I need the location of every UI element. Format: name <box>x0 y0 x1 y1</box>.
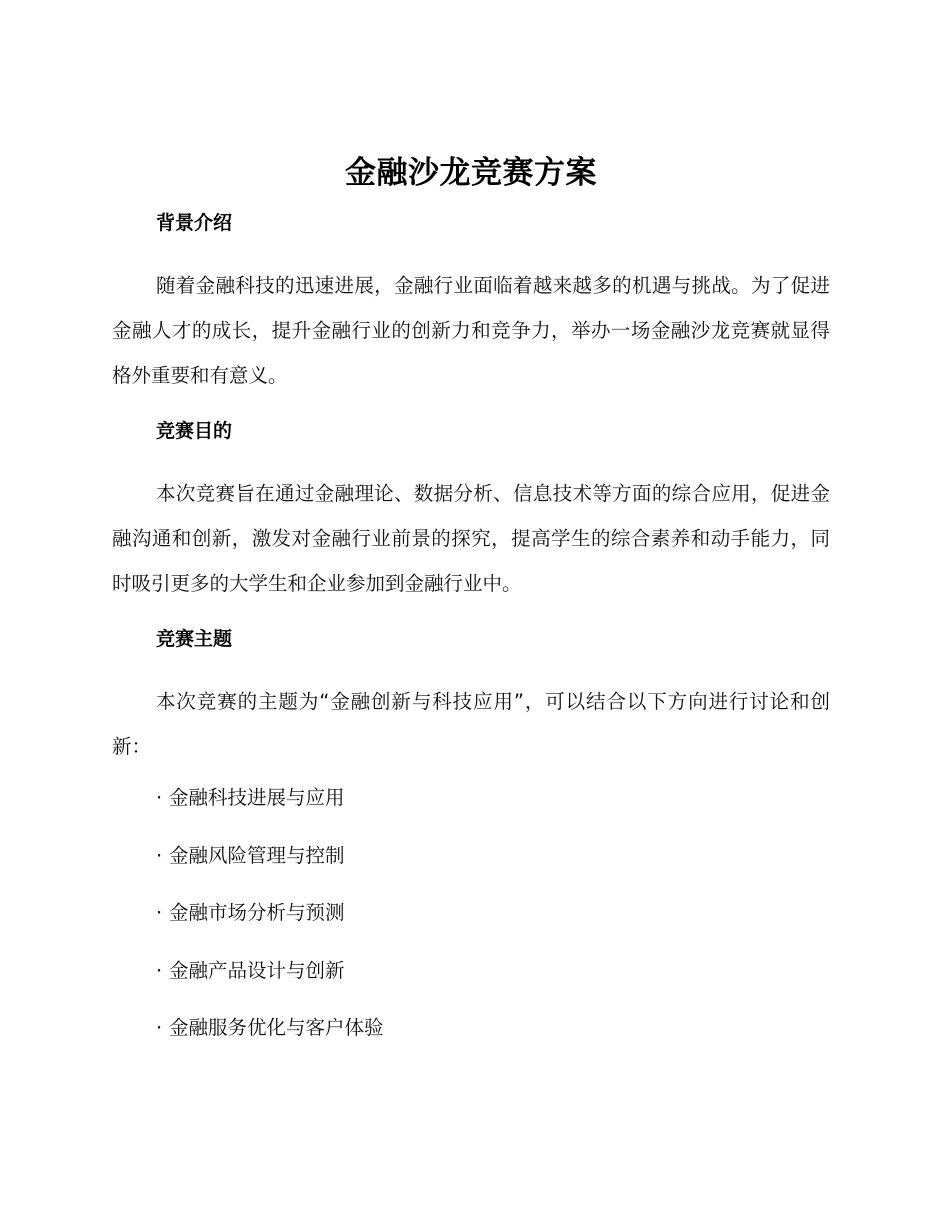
list-item-text: 金融产品设计与创新 <box>169 958 345 982</box>
list-item <box>112 900 830 926</box>
bullet-marker: · <box>156 843 163 867</box>
bullet-marker: · <box>156 786 163 809</box>
section-paragraph-purpose: 本次竞赛旨在通过金融理论、数据分析、信息技术等方面的综合应用，促进金融沟通和创新，激发对金融行业前景的探究，提高学生的综合素养和动手能力，同时吸引更多的大学生和企业参加到金融行业中。 <box>112 482 830 595</box>
list-item <box>112 1015 830 1041</box>
bullet-marker: · <box>156 901 163 924</box>
document-title: 金融沙龙竞赛方案 <box>345 155 597 191</box>
section-paragraph-theme: 本次竞赛的主题为“金融创新与科技应用”，可以结合以下方向进行讨论和创新： <box>112 690 830 758</box>
list-item-text: 金融服务优化与客户体验 <box>169 1016 384 1039</box>
section-heading-purpose: 竞赛目的 <box>156 420 233 442</box>
section-heading-theme: 竞赛主题 <box>156 628 233 650</box>
document-body <box>112 150 830 1073</box>
section-heading-background: 背景介绍 <box>156 212 233 234</box>
bullet-marker: · <box>156 1016 163 1039</box>
list-item <box>112 785 830 811</box>
bullet-marker: · <box>156 958 163 982</box>
theme-direction-list <box>112 785 830 1041</box>
list-item-text: 金融风险管理与控制 <box>169 843 345 867</box>
section-paragraph-background: 随着金融科技的迅速进展，金融行业面临着越来越多的机遇与挑战。为了促进金融人才的成长，提升金融行业的创新力和竞争力，举办一场金融沙龙竞赛就显得格外重要和有意义。 <box>112 274 830 387</box>
list-item <box>112 958 830 984</box>
list-item <box>112 843 830 869</box>
list-item-text: 金融科技进展与应用 <box>169 786 345 809</box>
list-item-text: 金融市场分析与预测 <box>169 901 345 924</box>
